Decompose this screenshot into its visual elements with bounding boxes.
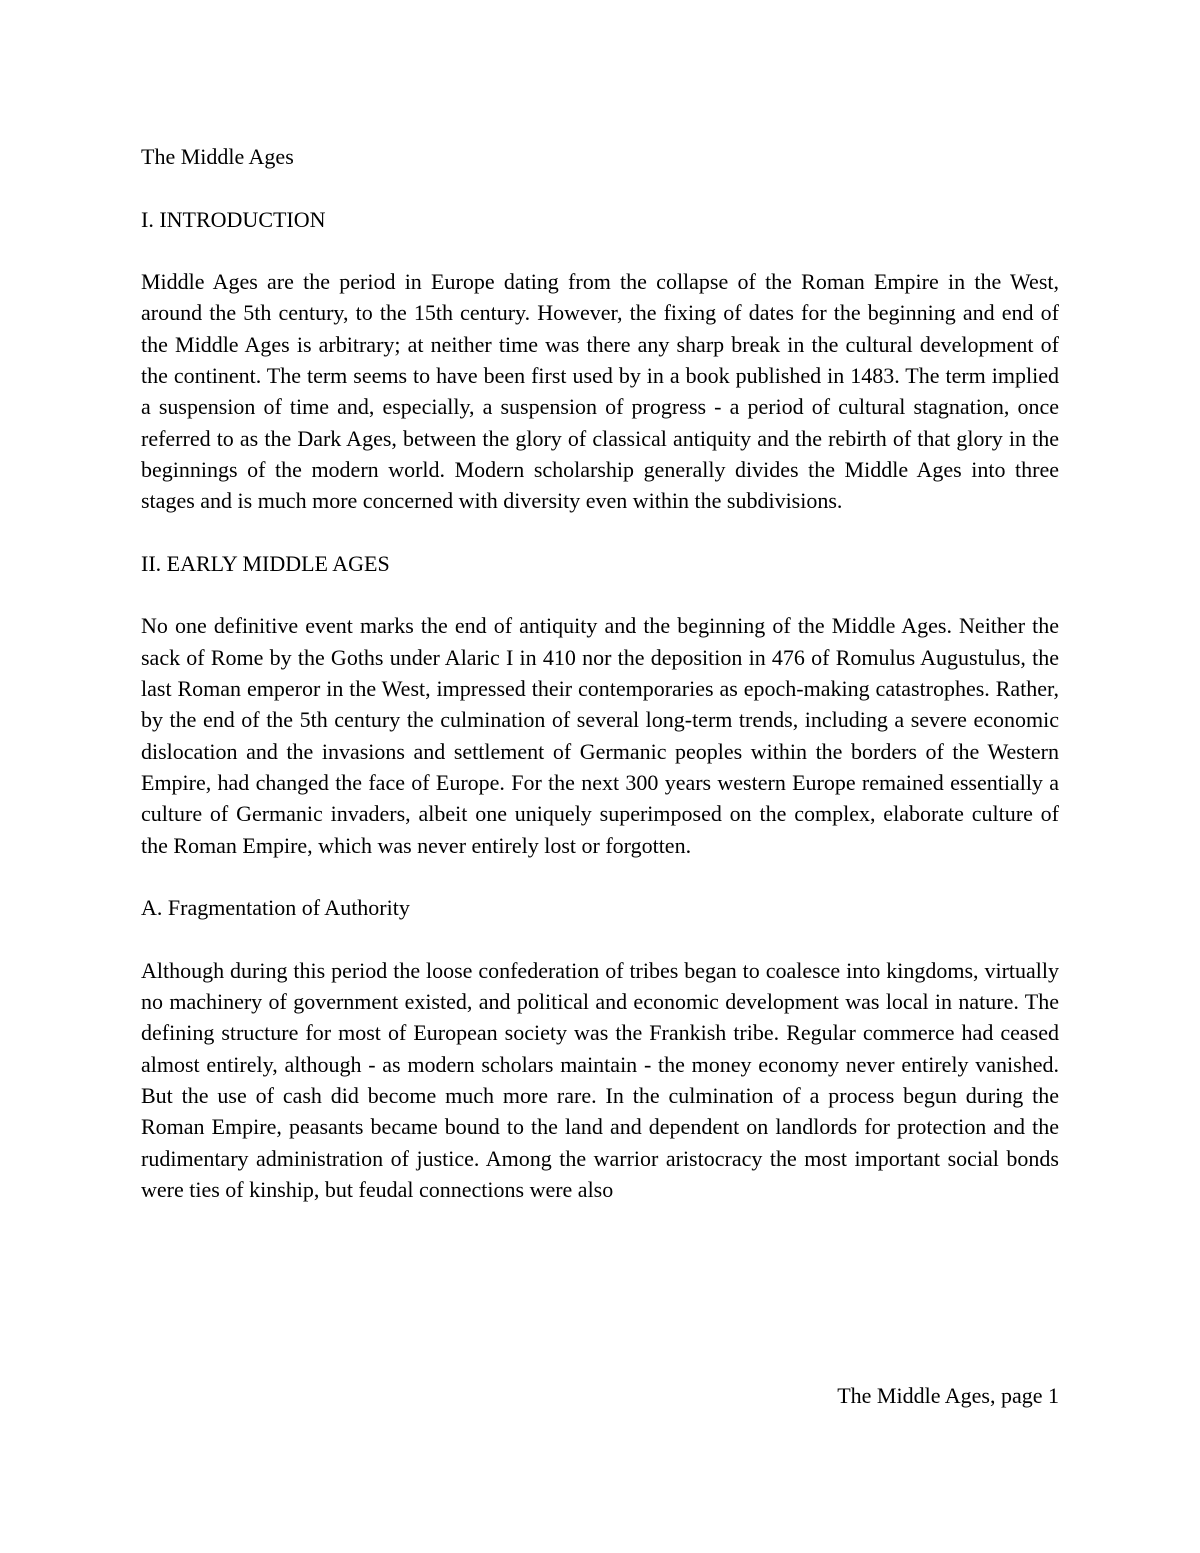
page-footer: The Middle Ages, page 1 <box>837 1383 1059 1408</box>
paragraph-introduction: Middle Ages are the period in Europe dating from the collapse of the Roman Empire in the West, around the 5th century, to the 15th century. However, the fixing of dates for the beginning and end of the Middle Ages is arbitrary; at neither time was there any sharp break in the cultural development of the continent. The term seems to have been first used by in a book published in 1483. The term implied a suspension of time and, especially, a suspension of progress - a period of cultural stagnation, once referred to as the Dark Ages, between the glory of classical antiquity and the rebirth of that glory in the beginnings of the modern world. Modern scholarship generally divides the Middle Ages into three stages and is much more concerned with diversity even within the subdivisions. <box>141 269 1059 514</box>
document-title: The Middle Ages <box>141 144 294 169</box>
section-heading-introduction: I. INTRODUCTION <box>141 206 326 232</box>
paragraph-early-middle-ages: No one definitive event marks the end of antiquity and the beginning of the Middle Ages. Neither the sack of Rome by the Goths under Alaric I in 410 nor the deposition in 476 of Romulus Augustulus, the last Roman emperor in the West, impressed their contemporaries as epoch-making catastrophes. Rather, by the end of the 5th century the culmination of several long-term trends, including a severe economic dislocation and the invasions and settlement of Germanic peoples within the borders of the Western Empire, had changed the face of Europe. For the next 300 years western Europe remained essentially a culture of Germanic invaders, albeit one uniquely superimposed on the complex, elaborate culture of the Roman Empire, which was never entirely lost or forgotten. <box>141 613 1059 858</box>
subsection-heading-fragmentation: A. Fragmentation of Authority <box>141 895 410 921</box>
paragraph-fragmentation: Although during this period the loose confederation of tribes began to coalesce into kingdoms, virtually no machinery of government existed, and political and economic development was local in nature. The defining structure for most of European society was the Frankish tribe. Regular commerce had ceased almost entirely, although - as modern scholars maintain - the money economy never entirely vanished. But the use of cash did become much more rare. In the culmination of a process begun during the Roman Empire, peasants became bound to the land and dependent on landlords for protection and the rudimentary administration of justice. Among the warrior aristocracy the most important social bonds were ties of kinship, but feudal connections were also <box>141 957 1059 1202</box>
section-heading-early-middle-ages: II. EARLY MIDDLE AGES <box>141 550 390 576</box>
page-content <box>141 141 1059 1236</box>
